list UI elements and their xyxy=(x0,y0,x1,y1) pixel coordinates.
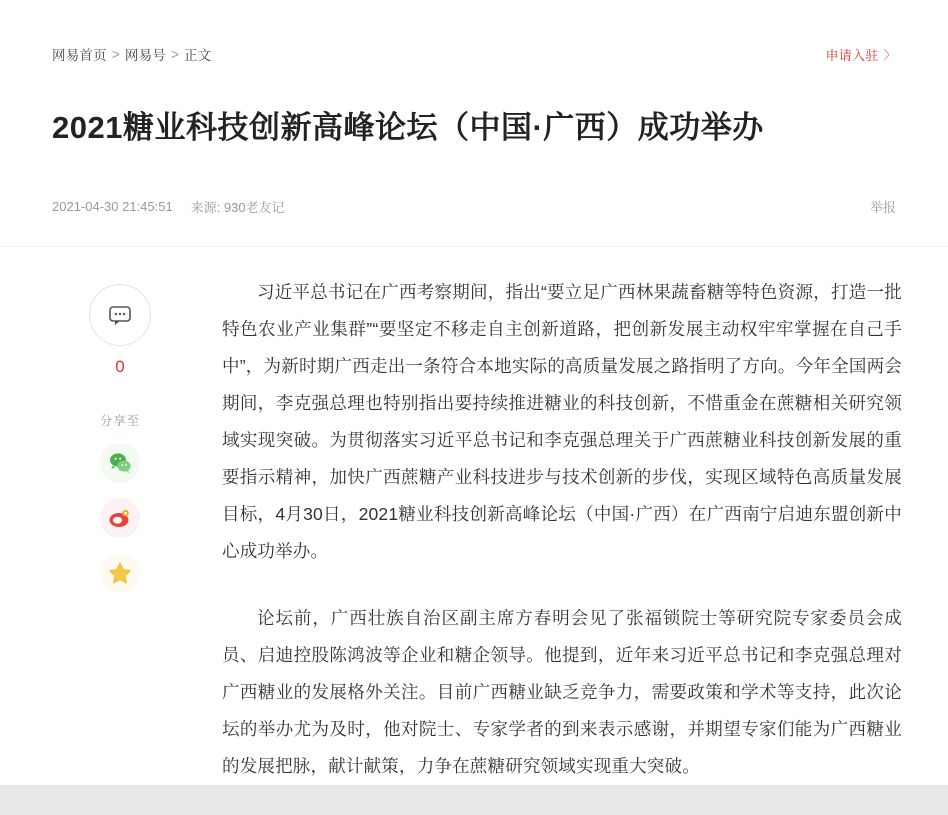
report-button[interactable]: 举报 xyxy=(869,200,896,215)
share-rail xyxy=(88,284,152,593)
share-favorite-button[interactable] xyxy=(100,553,140,593)
article-meta xyxy=(0,197,948,216)
star-icon xyxy=(107,560,133,586)
share-wechat-button[interactable] xyxy=(100,443,140,483)
page-title: 2021糖业科技创新高峰论坛（中国·广西）成功举办 xyxy=(52,109,764,145)
share-icon-list xyxy=(100,443,140,593)
article-paragraph: 习近平总书记在广西考察期间，指出“要立足广西林果蔬畜糖等特色资源，打造一批特色农业产业集群”“要坚定不移走自主创新道路，把创新发展主动权牢牢掌握在自己手中”，为新时期广西走出一条符合本地实际的高质量发展之路指明了方向。今年全国两会期间，李克强总理也特别指出要持续推进糖业的科技创新，不惜重金在蔗糖相关研究领域实现突破。为贯彻落实习近平总书记和李克强总理关于广西蔗糖业科技创新发展的重要指示精神，加快广西蔗糖产业科技进步与技术创新的步伐，实现区域特色高质量发展目标，4月30日，2021糖业科技创新高峰论坛（中国·广西）在广西南宁启迪东盟创新中心成功举办。 xyxy=(222,282,902,561)
header-divider xyxy=(0,246,948,247)
article-paragraph: 论坛前，广西壮族自治区副主席方春明会见了张福锁院士等研究院专家委员会成员、启迪控股陈鸿波等企业和糖企领导。他提到，近年来习近平总书记和李克强总理对广西糖业的发展格外关注。目前广西糖业缺乏竞争力，需要政策和学术等支持，此次论坛的举办尤为及时，他对院士、专家学者的到来表示感谢，并期望专家们能为广西糖业的发展把脉，献计献策，力争在蔗糖研究领域实现重大突破。 xyxy=(222,608,902,776)
chevron-right-icon: 〉 xyxy=(883,47,896,62)
share-label: 分享至 xyxy=(99,414,141,428)
meta-left-group xyxy=(52,197,285,216)
breadcrumb-item-home[interactable]: 网易首页 xyxy=(52,48,107,63)
apply-entry-link[interactable] xyxy=(825,45,896,64)
breadcrumb-separator: > xyxy=(171,46,180,62)
top-bar xyxy=(0,40,948,68)
breadcrumb-separator: > xyxy=(111,46,120,62)
publish-timestamp: 2021-04-30 21:45:51 xyxy=(52,199,173,214)
apply-entry-label: 申请入驻 xyxy=(825,47,879,63)
comment-count: 0 xyxy=(115,357,125,376)
share-weibo-button[interactable] xyxy=(100,498,140,538)
article-body xyxy=(222,274,902,815)
weibo-icon xyxy=(107,505,133,531)
breadcrumb-item-channel[interactable]: 网易号 xyxy=(124,48,167,63)
wechat-icon xyxy=(107,450,133,476)
breadcrumb xyxy=(52,44,212,64)
comment-button[interactable] xyxy=(89,284,151,346)
article-source: 来源: 930老友记 xyxy=(190,200,285,215)
breadcrumb-item-current: 正文 xyxy=(184,48,212,63)
comment-icon xyxy=(107,302,133,328)
